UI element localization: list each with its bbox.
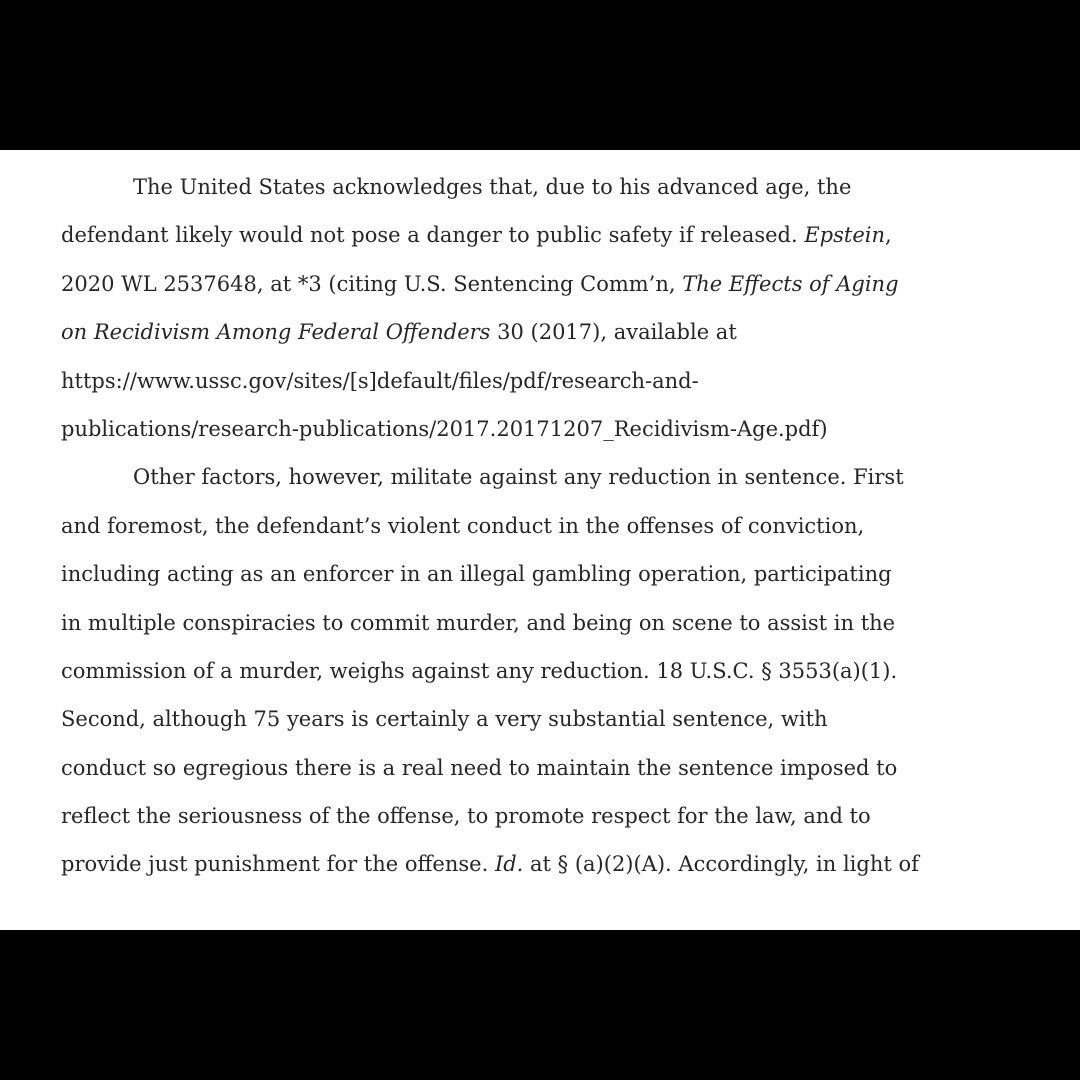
document-body — [61, 170, 1011, 896]
text-line — [61, 364, 1011, 412]
text-run: Other factors, however, militate against any reduction in sentence. First — [133, 465, 904, 490]
text-line — [61, 412, 1011, 460]
text-run: and foremost, the defendant’s violent conduct in the offenses of conviction, — [61, 513, 865, 538]
italic-citation: Id. — [494, 852, 524, 877]
text-run: at § (a)(2)(A). Accordingly, in light of — [523, 852, 919, 877]
text-run: in multiple conspiracies to commit murder, and being on scene to assist in the — [61, 610, 896, 635]
text-line — [61, 267, 1011, 315]
italic-citation: The Effects of Aging — [682, 271, 899, 296]
text-run: provide just punishment for the offense. — [61, 852, 495, 877]
text-run: conduct so egregious there is a real need to maintain the sentence imposed to — [61, 755, 898, 780]
text-run: publications/research-publications/2017.20171207_Recidivism-Age.pdf) — [61, 416, 828, 441]
text-line — [61, 702, 1011, 750]
text-run: defendant likely would not pose a danger to public safety if released. — [61, 223, 805, 248]
text-line — [61, 799, 1011, 847]
text-run: 30 (2017), available at — [490, 320, 737, 345]
text-line — [61, 557, 1011, 605]
italic-citation: Epstein — [804, 223, 886, 248]
cropped-previous-line — [300, 150, 800, 156]
text-line — [61, 751, 1011, 799]
text-run: Second, although 75 years is certainly a very substantial sentence, with — [61, 707, 828, 732]
text-run: including acting as an enforcer in an illegal gambling operation, participating — [61, 562, 892, 587]
text-line — [61, 654, 1011, 702]
text-run: commission of a murder, weighs against any reduction. 18 U.S.C. § 3553(a)(1). — [61, 658, 898, 683]
text-line — [61, 606, 1011, 654]
text-line — [61, 847, 1011, 895]
italic-citation: on Recidivism Among Federal Offenders — [61, 320, 491, 345]
text-run: https://www.ussc.gov/sites/[s]default/files/pdf/research-and- — [61, 368, 699, 393]
text-line — [61, 218, 1011, 266]
text-line — [61, 170, 1011, 218]
text-run: , — [885, 223, 892, 248]
document-page — [0, 150, 1080, 930]
text-line — [61, 315, 1011, 363]
text-run: reflect the seriousness of the offense, to promote respect for the law, and to — [61, 804, 871, 829]
text-run: The United States acknowledges that, due to his advanced age, the — [133, 175, 852, 199]
text-run: 2020 WL 2537648, at *3 (citing U.S. Sentencing Comm’n, — [61, 271, 683, 296]
text-line — [61, 460, 1011, 508]
text-line — [61, 509, 1011, 557]
